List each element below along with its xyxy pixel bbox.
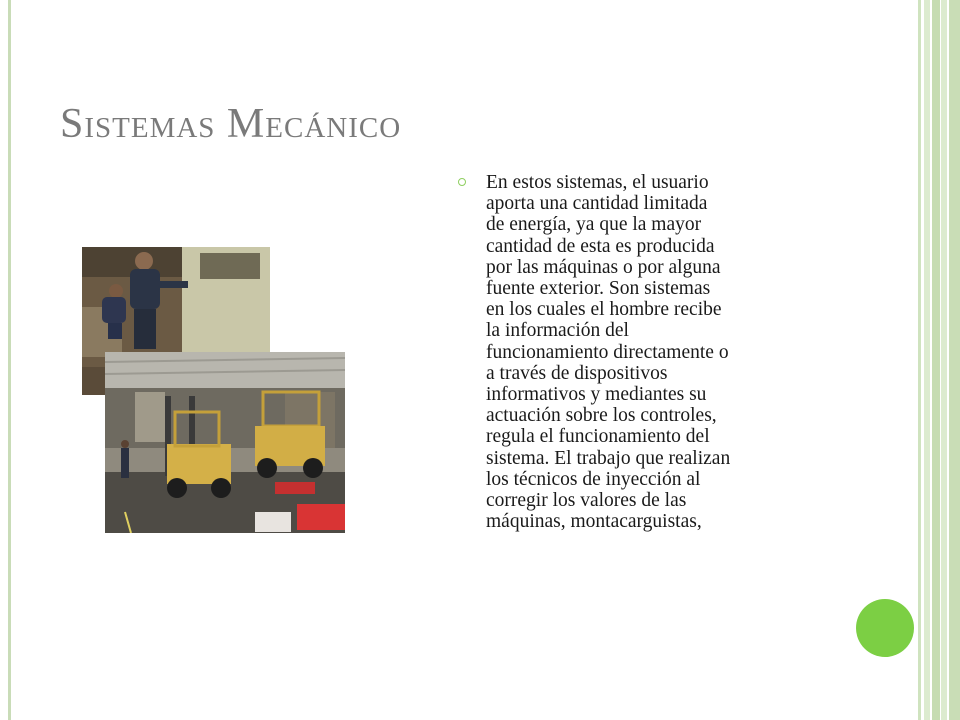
right-decor-stripe (924, 0, 930, 720)
right-decor-stripe (949, 0, 960, 720)
right-decor-stripe (932, 0, 940, 720)
body-paragraph: En estos sistemas, el usuario aporta una cantidad limitada de energía, ya que la mayor cantidad de esta es producida por las máquinas o por alguna fuente exterior. Son sistemas en los cuales el hombre recibe la información del funcionamiento directamente o a través de dispositivos informativos y mediantes su actuación sobre los controles, regula el funcionamiento del sistema. El trabajo que realizan los técnicos de inyección al corregir los valores de las máquinas, montacarguistas, (486, 172, 731, 533)
left-border-line (8, 0, 11, 720)
slide-title: Sistemas Mecánico (60, 101, 402, 147)
right-decor-stripe (918, 0, 921, 720)
green-circle-decoration (856, 599, 914, 657)
body-bullet (458, 172, 838, 532)
bullet-circle-icon (458, 178, 466, 186)
right-decor-stripe (941, 0, 947, 720)
forklifts-warehouse-photo (105, 352, 345, 533)
